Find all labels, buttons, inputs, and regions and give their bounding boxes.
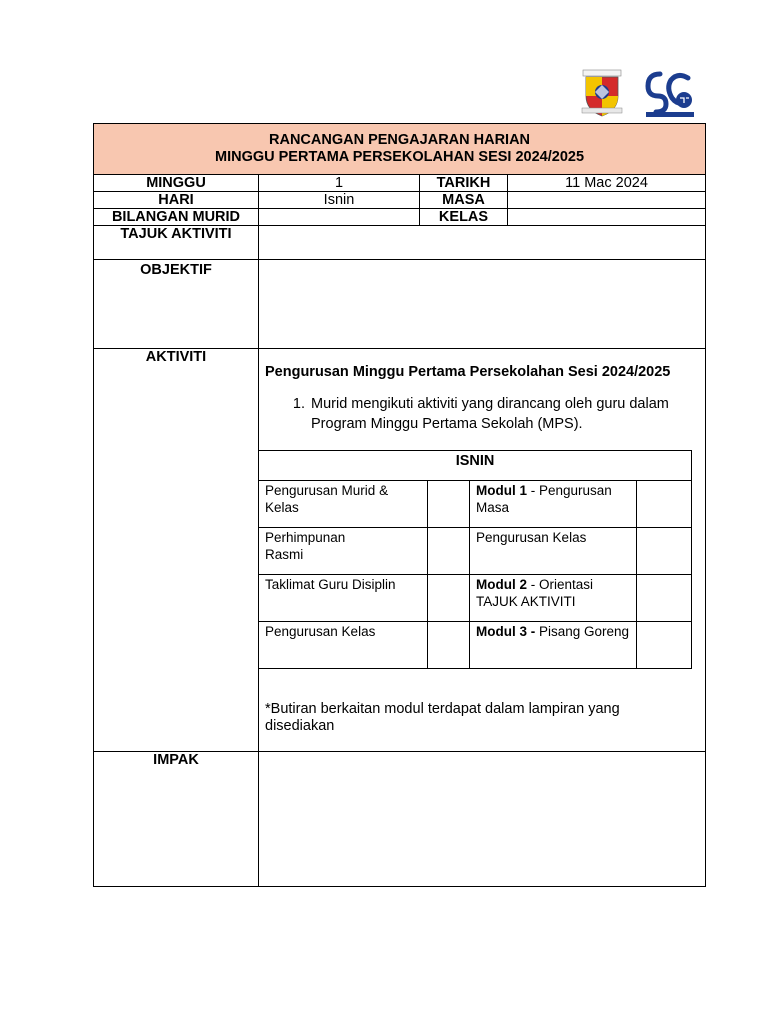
aktiviti-item-text: Murid mengikuti aktiviti yang dirancang oleh guru dalam Program Minggu Pertama Sekolah (MPS). [311, 396, 669, 432]
kelas-label: KELAS [420, 209, 508, 226]
row-blank [637, 622, 692, 669]
row-right-rest: Pengurusan Kelas [476, 530, 587, 545]
row-blank [637, 575, 692, 622]
tarikh-value: 11 Mac 2024 [508, 175, 706, 192]
kelas-value [508, 209, 706, 226]
row-blank [428, 622, 470, 669]
aktiviti-label: AKTIVITI [94, 349, 259, 752]
impak-value [259, 752, 706, 887]
masa-label: MASA [420, 192, 508, 209]
hari-label: HARI [94, 192, 259, 209]
row-right-rest: - Orientasi TAJUK AKTIVITI [476, 577, 594, 609]
table-row [259, 528, 692, 575]
row-blank [428, 528, 470, 575]
header-cell [94, 124, 706, 175]
row-left-text: Perhimpunan Rasmi [265, 530, 346, 562]
row-blank [428, 575, 470, 622]
table-row [259, 481, 692, 528]
table-row [259, 575, 692, 622]
header-title-line1: RANCANGAN PENGAJARAN HARIAN [269, 132, 531, 148]
row-blank [428, 481, 470, 528]
bilangan-murid-label: BILANGAN MURID [94, 209, 259, 226]
row-left: Taklimat Guru Disiplin [259, 575, 428, 622]
objektif-value [259, 260, 706, 349]
tajuk-aktiviti-label: TAJUK AKTIVITI [94, 226, 259, 260]
row-right [470, 622, 637, 669]
row-right [470, 575, 637, 622]
aktiviti-note: *Butiran berkaitan modul terdapat dalam lampiran yang disediakan [265, 701, 620, 734]
row-right [470, 481, 637, 528]
rph-table [93, 123, 706, 887]
row-blank [637, 528, 692, 575]
logos [578, 68, 698, 120]
table-row [259, 622, 692, 669]
row-blank [637, 481, 692, 528]
row-left: Pengurusan Murid & Kelas [259, 481, 428, 528]
row-right-rest: Pisang Goreng [535, 624, 630, 639]
objektif-label: OBJEKTIF [94, 260, 259, 349]
header-title-line2: MINGGU PERTAMA PERSEKOLAHAN SESI 2024/2025 [215, 149, 585, 165]
row-left [259, 528, 428, 575]
isnin-table [258, 450, 692, 669]
aktiviti-content [259, 349, 706, 752]
tarikh-label: TARIKH [420, 175, 508, 192]
aktiviti-title: Pengurusan Minggu Pertama Persekolahan Sesi 2024/2025 [265, 364, 671, 380]
aktiviti-item-number: 1. [292, 396, 305, 412]
row-right-rest: - Pengurusan Masa [476, 483, 612, 515]
row-right [470, 528, 637, 575]
row-right-bold: Modul 3 - [476, 624, 536, 639]
isnin-header: ISNIN [259, 451, 692, 481]
row-right-bold: Modul 1 [476, 483, 527, 498]
aktiviti-list-item [259, 394, 705, 434]
bilangan-murid-value [259, 209, 420, 226]
row-left: Pengurusan Kelas [259, 622, 428, 669]
row-right-bold: Modul 2 [476, 577, 527, 592]
minggu-value: 1 [259, 175, 420, 192]
tajuk-aktiviti-value [259, 226, 706, 260]
hari-value: Isnin [259, 192, 420, 209]
ks-logo [644, 68, 696, 120]
minggu-label: MINGGU [94, 175, 259, 192]
crest-logo [580, 68, 624, 118]
masa-value [508, 192, 706, 209]
impak-label: IMPAK [94, 752, 259, 887]
